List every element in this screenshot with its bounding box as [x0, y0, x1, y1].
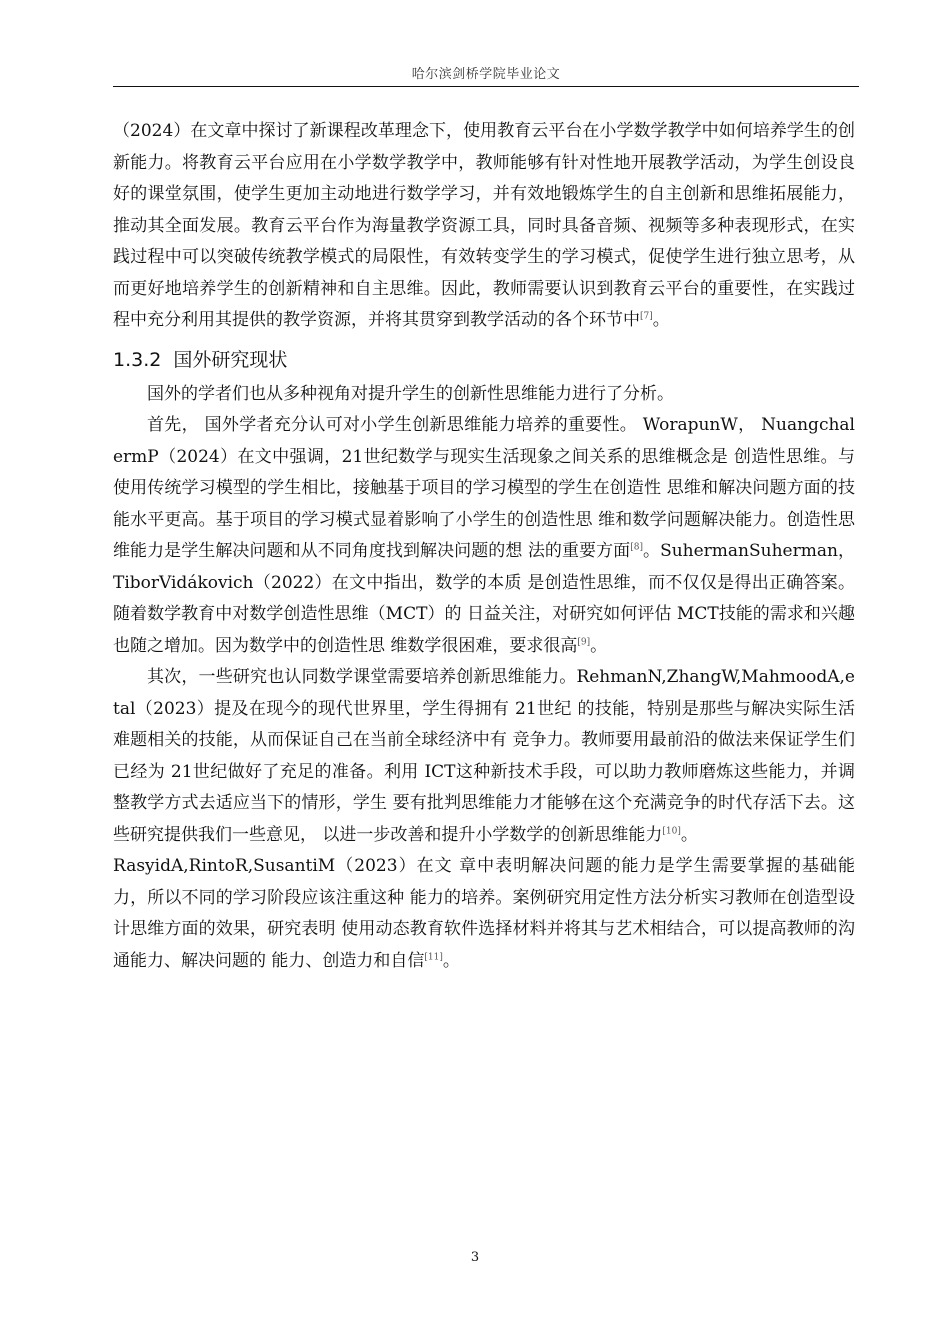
paragraph-5-end: 。	[442, 950, 460, 971]
section-title: 国外研究现状	[173, 348, 288, 371]
paragraph-2-text: 国外的学者们也从多种视角对提升学生的创新性思维能力进行了分析。	[147, 383, 674, 404]
citation-8: [8]	[630, 542, 643, 553]
section-heading	[113, 347, 855, 373]
paragraph-1-text: （2024）在文章中探讨了新课程改革理念下，使用教育云平台在小学数学教学中如何培养学生的创新能力。将教育云平台应用在小学数学教学中，教师能够有针对性地开展教学活动，为学生创设良好的课堂氛围，使学生更加主动地进行数学学习，并有效地锻炼学生的自主创新和思维拓展能力，推动其全面发展。教育云平台作为海量教学资源工具，同时具备音频、视频等多种表现形式，在实践过程中可以突破传统教学模式的局限性，有效转变学生的学习模式，促使学生进行独立思考，从而更好地培养学生的创新精神和自主思维。因此，教师需要认识到教育云平台的重要性，在实践过程中充分利用其提供的教学资源，并将其贯穿到教学活动的各个环节中	[113, 121, 855, 330]
paragraph-1-end: 。	[652, 310, 670, 330]
citation-9: [9]	[577, 636, 591, 647]
paragraph-3-text: 首先， 国外学者充分认可对小学生创新思维能力培养的重要性。 WorapunW， NuangchalermP（2024）在文中强调，21世纪数学与现实生活现象之间关系的思维概念是 创造性思维。与使用传统学习模型的学生相比，接触基于项目的学习模型的学生在创造性 思维和解决问题方面的技能水平更高。基于项目的学习模式显着影响了小学生的创造性思 维和数学问题解决能力。创造性思维能力是学生解决问题和从不同角度找到解决问题的想 法的重要方面	[113, 415, 855, 561]
paragraph-1	[113, 116, 855, 337]
citation-10: [10]	[662, 825, 681, 836]
paragraph-3-text-continued: 。SuhermanSuherman，TiborVidákovich（2022）在文中指出，数学的本质 是创造性思维，而不仅仅是得出正确答案。随着数学教育中对数学创造性思维（MCT）的 日益关注，对研究如何评估 MCT技能的需求和兴趣也随之增加。因为数学中的创造性思 维数学很困难，要求很高	[113, 541, 855, 656]
paragraph-3-end: 。	[590, 635, 608, 656]
section-number: 1.3.2	[113, 348, 162, 371]
page-number: 3	[470, 1250, 480, 1265]
citation-11: [11]	[424, 951, 443, 962]
paragraph-5	[113, 851, 855, 977]
header-divider	[113, 86, 859, 87]
paragraph-4	[113, 662, 855, 851]
running-header: 哈尔滨剑桥学院毕业论文	[411, 67, 561, 82]
citation-7: [7]	[640, 311, 653, 322]
paragraph-4-end: 。	[680, 824, 698, 845]
paragraph-2	[113, 379, 855, 411]
page-body	[113, 116, 855, 977]
paragraph-3	[113, 410, 855, 662]
paragraph-4-text: 其次，一些研究也认同数学课堂需要培养创新思维能力。RehmanN,ZhangW,MahmoodA,etal（2023）提及在现今的现代世界里，学生得拥有 21世纪 的技能，特别是那些与解决实际生活难题相关的技能，从而保证自己在当前全球经济中有 竞争力。教师要用最前沿的做法来保证学生们已经为 21世纪做好了充足的准备。利用 ICT这种新技术手段，可以助力教师磨炼这些能力，并调整教学方式去适应当下的情形，学生 要有批判思维能力才能够在这个充满竞争的时代存活下去。这些研究提供我们一些意见， 以进一步改善和提升小学数学的创新思维能力	[113, 667, 855, 845]
paragraph-5-text: RasyidA,RintoR,SusantiM（2023）在文 章中表明解决问题的能力是学生需要掌握的基础能力，所以不同的学习阶段应该注重这种 能力的培养。案例研究用定性方法分析实习教师在创造型设计思维方面的效果，研究表明 使用动态教育软件选择材料并将其与艺术相结合，可以提高教师的沟通能力、解决问题的 能力、创造力和自信	[113, 856, 855, 971]
